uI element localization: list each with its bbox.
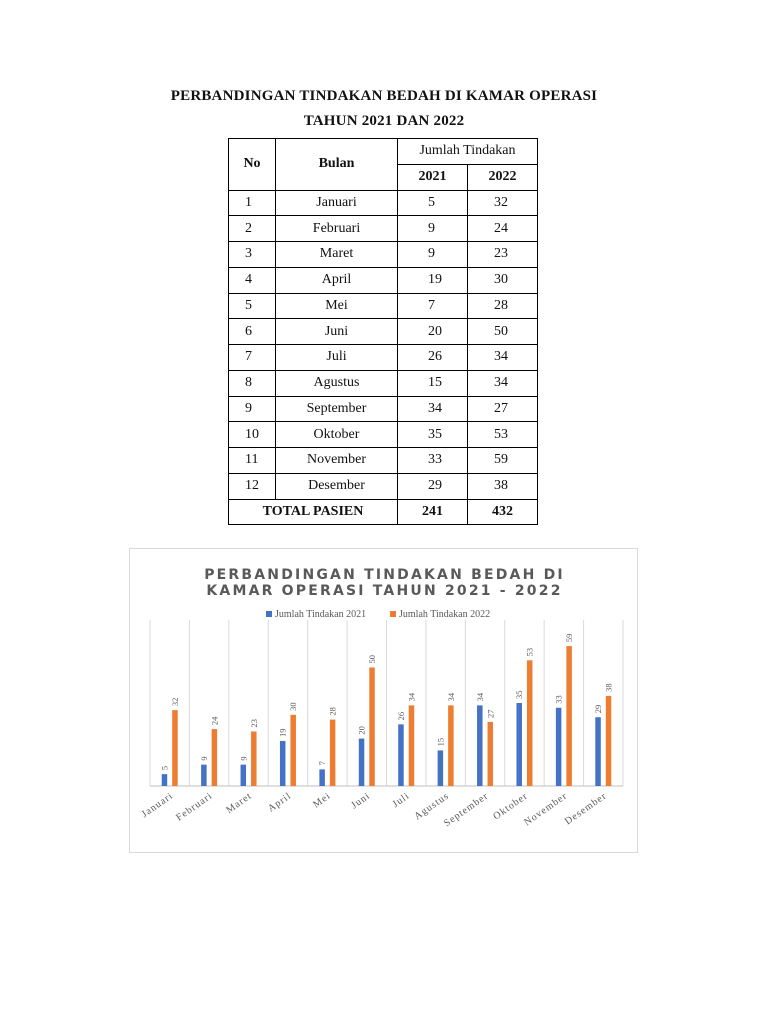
document-subtitle: TAHUN 2021 DAN 2022 bbox=[303, 113, 465, 129]
cell-2021: 7 bbox=[398, 293, 468, 319]
cell-2021: 29 bbox=[398, 473, 468, 499]
data-label: 34 bbox=[445, 692, 456, 702]
cell-bulan: Oktober bbox=[276, 422, 398, 448]
cell-2021: 26 bbox=[398, 345, 468, 371]
x-tick-label: Februari bbox=[174, 790, 215, 824]
cell-bulan: Maret bbox=[276, 242, 398, 268]
chart-title-line-2: KAMAR OPERASI TAHUN 2021 - 2022 bbox=[206, 583, 563, 599]
header-no: No bbox=[229, 139, 276, 191]
table-row bbox=[229, 396, 538, 422]
cell-no: 12 bbox=[229, 473, 276, 499]
data-label: 24 bbox=[209, 716, 220, 726]
header-row bbox=[229, 139, 538, 165]
table-row bbox=[229, 448, 538, 474]
x-tick-label: November bbox=[522, 790, 570, 829]
data-label: 15 bbox=[435, 737, 446, 747]
data-label: 9 bbox=[238, 756, 249, 761]
data-label: 35 bbox=[514, 690, 525, 699]
table-row bbox=[229, 345, 538, 371]
legend-label: Jumlah Tindakan 2021 bbox=[275, 609, 367, 620]
cell-2021: 9 bbox=[398, 242, 468, 268]
bar-2022 bbox=[488, 722, 494, 786]
cell-no: 4 bbox=[229, 267, 276, 293]
data-label: 38 bbox=[603, 683, 614, 692]
bar-2021 bbox=[398, 724, 404, 786]
cell-bulan: Agustus bbox=[276, 370, 398, 396]
legend-label: Jumlah Tindakan 2022 bbox=[399, 609, 491, 620]
bar-2021 bbox=[162, 774, 168, 786]
table-row bbox=[229, 216, 538, 242]
bar-2021 bbox=[280, 741, 286, 786]
x-tick-label: Mei bbox=[311, 790, 334, 811]
bar-2021 bbox=[556, 708, 562, 786]
bar-2022 bbox=[566, 646, 572, 786]
cell-bulan: November bbox=[276, 448, 398, 474]
cell-2022: 53 bbox=[468, 422, 538, 448]
cell-bulan: April bbox=[276, 267, 398, 293]
x-tick-label: Januari bbox=[139, 790, 176, 821]
data-label: 19 bbox=[277, 728, 288, 737]
bar-2022 bbox=[290, 715, 296, 786]
bar-2021 bbox=[359, 739, 365, 786]
legend-swatch bbox=[266, 611, 272, 617]
bar-2022 bbox=[369, 667, 375, 786]
x-tick-label: Oktober bbox=[491, 790, 531, 823]
cell-bulan: September bbox=[276, 396, 398, 422]
data-label: 34 bbox=[406, 692, 417, 702]
data-label: 20 bbox=[356, 726, 367, 735]
bar-2022 bbox=[212, 729, 218, 786]
data-label: 53 bbox=[524, 647, 535, 657]
data-label: 7 bbox=[317, 761, 328, 766]
bar-2022 bbox=[251, 731, 257, 786]
cell-bulan: Desember bbox=[276, 473, 398, 499]
total-row bbox=[229, 499, 538, 525]
data-label: 5 bbox=[159, 765, 170, 771]
data-label: 59 bbox=[564, 633, 575, 643]
document-title: PERBANDINGAN TINDAKAN BEDAH DI KAMAR OPERASI bbox=[170, 88, 598, 104]
cell-2021: 34 bbox=[398, 396, 468, 422]
chart-title: PERBANDINGAN TINDAKAN BEDAH DI bbox=[204, 567, 565, 583]
data-label: 32 bbox=[169, 697, 180, 707]
data-label: 9 bbox=[198, 756, 209, 761]
data-label: 26 bbox=[395, 711, 406, 721]
chart-svg bbox=[130, 549, 639, 854]
cell-2022: 27 bbox=[468, 396, 538, 422]
cell-2022: 59 bbox=[468, 448, 538, 474]
bar-2021 bbox=[319, 769, 325, 786]
cell-2021: 5 bbox=[398, 190, 468, 216]
cell-no: 8 bbox=[229, 370, 276, 396]
cell-no: 11 bbox=[229, 448, 276, 474]
cell-2021: 33 bbox=[398, 448, 468, 474]
bar-2022 bbox=[330, 720, 336, 786]
table-row bbox=[229, 473, 538, 499]
x-tick-label: Agustus bbox=[412, 790, 452, 823]
cell-no: 10 bbox=[229, 422, 276, 448]
bar-2022 bbox=[409, 705, 415, 786]
x-tick-label: April bbox=[265, 790, 294, 815]
cell-no: 9 bbox=[229, 396, 276, 422]
x-tick-label: Desember bbox=[562, 790, 610, 828]
data-label: 28 bbox=[327, 707, 338, 716]
cell-2022: 34 bbox=[468, 370, 538, 396]
bar-chart bbox=[129, 548, 638, 853]
cell-no: 3 bbox=[229, 242, 276, 268]
table-row bbox=[229, 267, 538, 293]
data-label: 29 bbox=[593, 704, 604, 714]
cell-bulan: Juli bbox=[276, 345, 398, 371]
cell-2022: 50 bbox=[468, 319, 538, 345]
cell-no: 5 bbox=[229, 293, 276, 319]
cell-2022: 30 bbox=[468, 267, 538, 293]
data-label: 50 bbox=[367, 654, 378, 664]
total-2021: 241 bbox=[398, 499, 468, 525]
data-label: 27 bbox=[485, 709, 496, 718]
x-tick-label: Juli bbox=[390, 790, 412, 811]
bar-2021 bbox=[477, 705, 483, 786]
data-table bbox=[228, 138, 538, 525]
table-row bbox=[229, 293, 538, 319]
x-tick-label: September bbox=[442, 790, 491, 830]
table-row bbox=[229, 190, 538, 216]
cell-no: 6 bbox=[229, 319, 276, 345]
bar-2022 bbox=[448, 705, 454, 786]
cell-2022: 23 bbox=[468, 242, 538, 268]
data-label: 34 bbox=[474, 692, 485, 702]
bar-2022 bbox=[527, 660, 533, 786]
total-label: TOTAL PASIEN bbox=[229, 499, 398, 525]
cell-2022: 24 bbox=[468, 216, 538, 242]
table-row bbox=[229, 242, 538, 268]
cell-2021: 9 bbox=[398, 216, 468, 242]
table-row bbox=[229, 422, 538, 448]
header-2022: 2022 bbox=[468, 164, 538, 190]
cell-no: 7 bbox=[229, 345, 276, 371]
x-tick-label: Maret bbox=[224, 790, 255, 817]
bar-2021 bbox=[438, 750, 444, 786]
table-row bbox=[229, 370, 538, 396]
data-label: 33 bbox=[553, 695, 564, 704]
cell-no: 1 bbox=[229, 190, 276, 216]
bar-2021 bbox=[201, 765, 207, 786]
cell-bulan: Juni bbox=[276, 319, 398, 345]
data-label: 30 bbox=[288, 702, 299, 711]
bar-2021 bbox=[516, 703, 522, 786]
legend-swatch bbox=[390, 611, 396, 617]
cell-2022: 34 bbox=[468, 345, 538, 371]
header-jumlah-tindakan: Jumlah Tindakan bbox=[398, 139, 538, 165]
bar-2021 bbox=[241, 765, 247, 786]
data-label: 23 bbox=[248, 718, 259, 728]
table-row bbox=[229, 319, 538, 345]
cell-2022: 32 bbox=[468, 190, 538, 216]
cell-2021: 19 bbox=[398, 267, 468, 293]
cell-bulan: Februari bbox=[276, 216, 398, 242]
cell-2022: 28 bbox=[468, 293, 538, 319]
cell-2021: 20 bbox=[398, 319, 468, 345]
total-2022: 432 bbox=[468, 499, 538, 525]
cell-bulan: Januari bbox=[276, 190, 398, 216]
x-tick-label: Juni bbox=[349, 790, 373, 812]
cell-bulan: Mei bbox=[276, 293, 398, 319]
cell-no: 2 bbox=[229, 216, 276, 242]
cell-2021: 15 bbox=[398, 370, 468, 396]
bar-2022 bbox=[606, 696, 612, 786]
bar-2021 bbox=[595, 717, 601, 786]
header-bulan: Bulan bbox=[276, 139, 398, 191]
cell-2021: 35 bbox=[398, 422, 468, 448]
header-2021: 2021 bbox=[398, 164, 468, 190]
cell-2022: 38 bbox=[468, 473, 538, 499]
bar-2022 bbox=[172, 710, 178, 786]
